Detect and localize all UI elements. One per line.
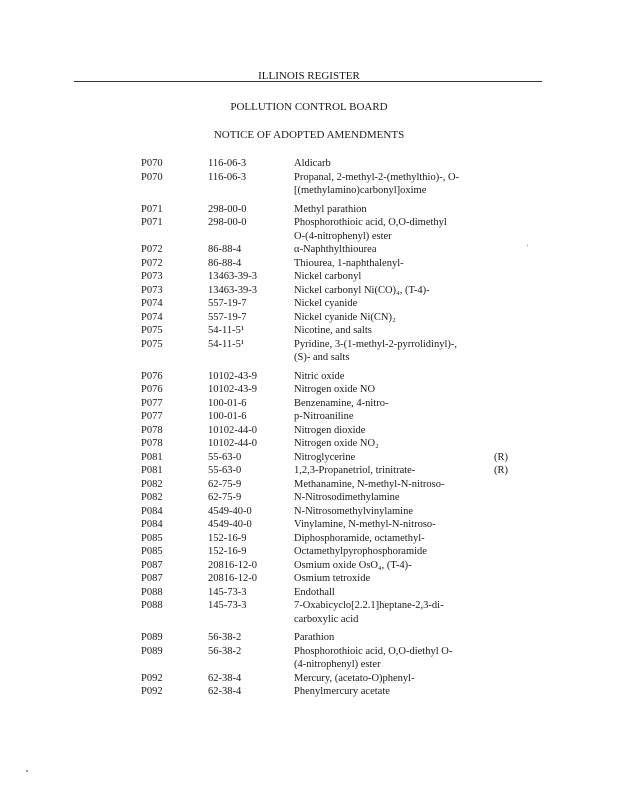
substance-name-line: Parathion xyxy=(294,632,335,643)
waste-code: P076 xyxy=(141,384,163,395)
cas-number: 55-63-0 xyxy=(208,451,242,463)
substance-name-line: [(methylamino)carbonyl]oxime xyxy=(294,185,427,196)
table-row xyxy=(0,685,618,699)
table-row xyxy=(0,171,618,198)
waste-code: P088 xyxy=(141,586,163,598)
substance-name xyxy=(294,491,484,505)
waste-code: P071 xyxy=(141,203,163,215)
cas-number: 152-16-9 xyxy=(208,546,247,557)
cas-number: 4549-40-0 xyxy=(208,519,252,530)
cas-number: 20816-12-0 xyxy=(208,559,257,571)
substance-name-line: Methanamine, N-methyl-N-nitroso- xyxy=(294,478,445,490)
table-row xyxy=(0,383,618,397)
substance-name-line: Nickel cyanide Ni(CN)₂ xyxy=(294,311,396,323)
substance-name-line: Mercury, (acetato-O)phenyl- xyxy=(294,672,415,684)
substance-name-line: Nitrogen oxide NO xyxy=(294,384,376,395)
substance-name xyxy=(294,370,484,384)
table-row xyxy=(0,297,618,311)
substance-name xyxy=(294,257,484,271)
table-row xyxy=(0,464,618,478)
substance-name-line: Thiourea, 1-naphthalenyl- xyxy=(294,257,404,269)
waste-code: P074 xyxy=(141,298,163,309)
register-title: ILLINOIS REGISTER xyxy=(258,70,360,82)
table-row xyxy=(0,243,618,257)
substance-name xyxy=(294,383,484,397)
table-row xyxy=(0,451,618,465)
waste-code: P075 xyxy=(141,338,163,350)
waste-code: P081 xyxy=(141,465,163,476)
substance-name xyxy=(294,545,484,559)
notice-title: NOTICE OF ADOPTED AMENDMENTS xyxy=(213,129,405,141)
substance-name-line: Nicotine, and salts xyxy=(294,325,372,336)
substance-name-line: (S)- and salts xyxy=(294,352,350,363)
table-row xyxy=(0,284,618,298)
reactive-flag: (R) xyxy=(494,451,508,463)
substance-name xyxy=(294,451,484,465)
cas-number: 4549-40-0 xyxy=(208,505,252,517)
substance-name-line: Nickel cyanide xyxy=(294,298,358,309)
waste-code: P072 xyxy=(141,244,163,255)
substance-name-line: Nitroglycerine xyxy=(294,451,356,463)
waste-code: P084 xyxy=(141,505,163,517)
cas-number: 10102-43-9 xyxy=(208,370,257,382)
table-row xyxy=(0,338,618,365)
waste-code: P087 xyxy=(141,559,163,571)
waste-code: P092 xyxy=(141,672,163,684)
substance-name-line: Nitrogen dioxide xyxy=(294,424,366,436)
waste-code: P073 xyxy=(141,284,163,296)
substance-name xyxy=(294,203,484,217)
substance-name-line: Phenylmercury acetate xyxy=(294,686,390,697)
cas-number: 56-38-2 xyxy=(208,632,242,643)
table-row xyxy=(0,586,618,600)
cas-number: 13463-39-3 xyxy=(208,271,257,282)
table-row xyxy=(0,491,618,505)
substance-name-line: Pyridine, 3-(1-methyl-2-pyrrolidinyl)-, xyxy=(294,338,458,350)
substance-name xyxy=(294,338,484,365)
waste-code: P072 xyxy=(141,257,163,269)
waste-code: P076 xyxy=(141,370,163,382)
substance-name-line: Nitric oxide xyxy=(294,370,345,382)
table-row xyxy=(0,257,618,271)
table-row xyxy=(0,672,618,686)
table-row xyxy=(0,157,618,171)
substance-name-line: O-(4-nitrophenyl) ester xyxy=(294,230,392,242)
waste-code: P070 xyxy=(141,158,163,169)
substance-name xyxy=(294,324,484,338)
waste-code: P081 xyxy=(141,451,163,463)
table-row xyxy=(0,645,618,672)
waste-code: P088 xyxy=(141,600,163,611)
substance-name xyxy=(294,586,484,600)
cas-number: 55-63-0 xyxy=(208,465,242,476)
substance-name xyxy=(294,631,484,645)
substance-name xyxy=(294,672,484,686)
waste-code: P085 xyxy=(141,546,163,557)
waste-code: P084 xyxy=(141,519,163,530)
cas-number: 557-19-7 xyxy=(208,311,247,323)
table-row xyxy=(0,532,618,546)
substance-name xyxy=(294,410,484,424)
table-row xyxy=(0,311,618,325)
cas-number: 86-88-4 xyxy=(208,257,242,269)
substance-name-line: (4-nitrophenyl) ester xyxy=(294,659,381,670)
table-row xyxy=(0,478,618,492)
substance-name xyxy=(294,532,484,546)
cas-number: 100-01-6 xyxy=(208,411,247,422)
waste-code: P077 xyxy=(141,397,163,409)
stray-mark: ' xyxy=(527,243,529,252)
substance-name-line: Nitrogen oxide NO₂ xyxy=(294,438,379,449)
cas-number: 557-19-7 xyxy=(208,298,247,309)
substance-name-line: Phosphorothioic acid, O,O-diethyl O- xyxy=(294,645,453,657)
table-row xyxy=(0,545,618,559)
cas-number: 10102-44-0 xyxy=(208,424,257,436)
table-row xyxy=(0,631,618,645)
cas-number: 145-73-3 xyxy=(208,586,247,598)
substance-name xyxy=(294,397,484,411)
substance-name xyxy=(294,572,484,586)
table-row xyxy=(0,324,618,338)
cas-number: 10102-43-9 xyxy=(208,384,257,395)
substance-name-line: N-Nitrosodimethylamine xyxy=(294,492,400,503)
cas-number: 62-38-4 xyxy=(208,672,242,684)
substance-name xyxy=(294,424,484,438)
board-title: POLLUTION CONTROL BOARD xyxy=(230,101,388,113)
waste-code: P073 xyxy=(141,271,163,282)
cas-number: 116-06-3 xyxy=(208,171,247,183)
substance-name xyxy=(294,311,484,325)
substance-name-line: Octamethylpyrophosphoramide xyxy=(294,546,427,557)
substance-name xyxy=(294,270,484,284)
substance-name xyxy=(294,559,484,573)
substance-name-line: Benzenamine, 4-nitro- xyxy=(294,397,389,409)
cas-number: 62-75-9 xyxy=(208,492,242,503)
waste-code: P075 xyxy=(141,325,163,336)
substance-name-line: Methyl parathion xyxy=(294,203,367,215)
cas-number: 152-16-9 xyxy=(208,532,247,544)
cas-number: 10102-44-0 xyxy=(208,438,257,449)
cas-number: 62-75-9 xyxy=(208,478,242,490)
substance-name-line: carboxylic acid xyxy=(294,613,359,625)
substance-name xyxy=(294,645,484,672)
waste-code: P078 xyxy=(141,438,163,449)
substance-name xyxy=(294,518,484,532)
substance-name xyxy=(294,157,484,171)
stray-dot xyxy=(26,770,28,772)
cas-number: 116-06-3 xyxy=(208,158,247,169)
substance-name-line: Aldicarb xyxy=(294,158,331,169)
waste-code: P074 xyxy=(141,311,163,323)
table-row xyxy=(0,599,618,626)
substance-name xyxy=(294,505,484,519)
substance-name xyxy=(294,464,484,478)
waste-code: P071 xyxy=(141,217,163,228)
waste-code: P077 xyxy=(141,411,163,422)
substance-name xyxy=(294,243,484,257)
table-row xyxy=(0,559,618,573)
cas-number: 62-38-4 xyxy=(208,686,242,697)
waste-code: P082 xyxy=(141,478,163,490)
waste-code: P078 xyxy=(141,424,163,436)
waste-code: P092 xyxy=(141,686,163,697)
substance-name xyxy=(294,599,484,626)
substance-name xyxy=(294,284,484,298)
substance-name xyxy=(294,297,484,311)
substance-name xyxy=(294,437,484,451)
substance-name xyxy=(294,685,484,699)
table-row xyxy=(0,203,618,217)
substance-name-line: Propanal, 2-methyl-2-(methylthio)-, O- xyxy=(294,171,460,183)
table-row xyxy=(0,370,618,384)
substance-name-line: Endothall xyxy=(294,586,335,598)
substance-name-line: α-Naphthylthiourea xyxy=(294,244,377,255)
cas-number: 100-01-6 xyxy=(208,397,247,409)
table-row xyxy=(0,410,618,424)
substance-name-line: Diphosphoramide, octamethyl- xyxy=(294,532,425,544)
substance-name-line: Vinylamine, N-methyl-N-nitroso- xyxy=(294,519,436,530)
cas-number: 86-88-4 xyxy=(208,244,242,255)
waste-code: P089 xyxy=(141,632,163,643)
waste-code: P082 xyxy=(141,492,163,503)
substance-name-line: p-Nitroaniline xyxy=(294,411,354,422)
cas-number: 298-00-0 xyxy=(208,217,247,228)
table-row xyxy=(0,397,618,411)
substance-name-line: N-Nitrosomethylvinylamine xyxy=(294,505,413,517)
substance-name xyxy=(294,478,484,492)
header-rule xyxy=(74,81,542,82)
cas-number: 145-73-3 xyxy=(208,600,247,611)
substance-name-line: Nickel carbonyl Ni(CO)₄, (T-4)- xyxy=(294,284,430,296)
cas-number: 56-38-2 xyxy=(208,645,242,657)
table-row xyxy=(0,518,618,532)
table-row xyxy=(0,572,618,586)
cas-number: 298-00-0 xyxy=(208,203,247,215)
substance-name-line: Phosphorothioic acid, O,O-dimethyl xyxy=(294,217,447,228)
waste-code: P089 xyxy=(141,645,163,657)
reactive-flag: (R) xyxy=(494,465,508,476)
waste-code-table xyxy=(0,157,618,699)
table-row xyxy=(0,424,618,438)
table-row xyxy=(0,437,618,451)
cas-number: 13463-39-3 xyxy=(208,284,257,296)
cas-number: 54-11-5¹ xyxy=(208,338,245,350)
substance-name-line: Osmium oxide OsO₄, (T-4)- xyxy=(294,559,412,571)
waste-code: P085 xyxy=(141,532,163,544)
substance-name-line: Osmium tetroxide xyxy=(294,573,371,584)
cas-number: 54-11-5¹ xyxy=(208,325,245,336)
table-row xyxy=(0,505,618,519)
cas-number: 20816-12-0 xyxy=(208,573,257,584)
table-row xyxy=(0,216,618,243)
substance-name-line: 7-Oxabicyclo[2.2.1]heptane-2,3-di- xyxy=(294,600,444,611)
waste-code: P087 xyxy=(141,573,163,584)
waste-code: P070 xyxy=(141,171,163,183)
table-row xyxy=(0,270,618,284)
substance-name xyxy=(294,216,484,243)
substance-name-line: Nickel carbonyl xyxy=(294,271,362,282)
substance-name-line: 1,2,3-Propanetriol, trinitrate- xyxy=(294,465,416,476)
substance-name xyxy=(294,171,484,198)
